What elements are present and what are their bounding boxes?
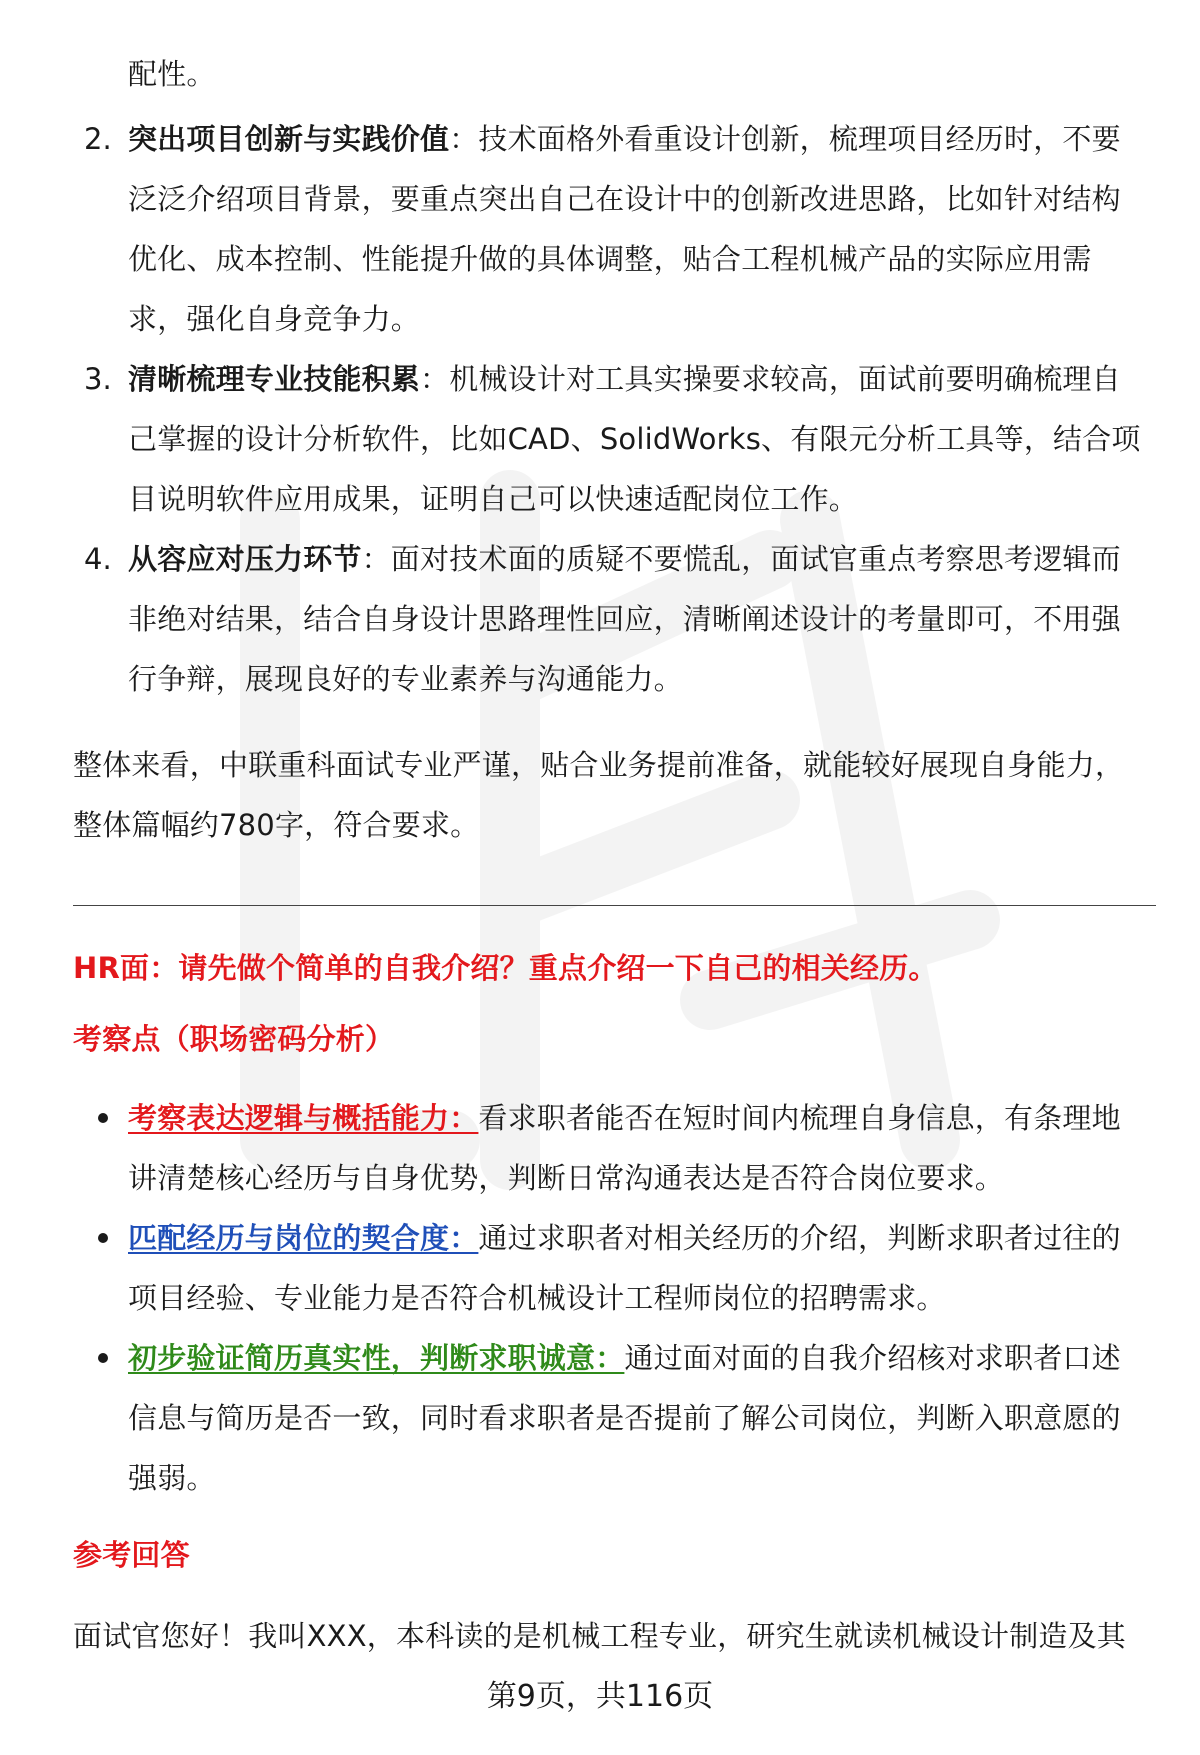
bullet-text: 项目经验、专业能力是否符合机械设计工程师岗位的招聘需求。 <box>128 1281 946 1315</box>
list-item-title: 从容应对压力环节 <box>128 542 362 576</box>
summary-text: 整体来看，中联重科面试专业严谨，贴合业务提前准备，就能较好展现自身能力， <box>73 748 1125 782</box>
bullet-dot <box>98 1353 108 1363</box>
list-item-text: 泛泛介绍项目背景，要重点突出自己在设计中的创新改进思路，比如针对结构 <box>128 182 1121 216</box>
bullet-text: 讲清楚核心经历与自身优势，判断日常沟通表达是否符合岗位要求。 <box>128 1161 1005 1195</box>
answer-heading: 参考回答 <box>73 1538 190 1572</box>
list-item-text: 优化、成本控制、性能提升做的具体调整，贴合工程机械产品的实际应用需 <box>128 242 1092 276</box>
continued-text: 配性。 <box>128 57 216 91</box>
list-item-text: ：机械设计对工具实操要求较高，面试前要明确梳理自 <box>420 362 1121 396</box>
list-item-text: 目说明软件应用成果，证明自己可以快速适配岗位工作。 <box>128 482 859 516</box>
list-item-text: 行争辩，展现良好的专业素养与沟通能力。 <box>128 662 683 696</box>
list-number: 2. <box>84 122 112 156</box>
bullet-text: 通过求职者对相关经历的介绍，判断求职者过往的 <box>478 1221 1121 1255</box>
page-number: 第9页，共116页 <box>486 1679 714 1714</box>
list-item <box>128 119 1121 159</box>
list-item <box>128 539 1121 579</box>
analysis-heading: 考察点（职场密码分析） <box>73 1022 395 1056</box>
bullet-item <box>128 1218 1121 1258</box>
list-item-title: 清晰梳理专业技能积累 <box>128 362 421 396</box>
question-heading: HR面：请先做个简单的自我介绍？重点介绍一下自己的相关经历。 <box>73 951 938 985</box>
bullet-title: 初步验证简历真实性，判断求职诚意： <box>128 1341 625 1375</box>
list-item <box>128 359 1121 399</box>
bullet-dot <box>98 1113 108 1123</box>
list-number: 4. <box>84 542 112 576</box>
bullet-title: 匹配经历与岗位的契合度： <box>128 1221 479 1255</box>
summary-text: 整体篇幅约780字，符合要求。 <box>73 808 480 842</box>
list-item-text: ：技术面格外看重设计创新，梳理项目经历时，不要 <box>449 122 1121 156</box>
list-item-text: 求，强化自身竞争力。 <box>128 302 421 336</box>
bullet-text: 信息与简历是否一致，同时看求职者是否提前了解公司岗位，判断入职意愿的 <box>128 1401 1121 1435</box>
bullet-item <box>128 1098 1121 1138</box>
section-divider <box>73 905 1156 906</box>
bullet-title: 考察表达逻辑与概括能力： <box>128 1101 479 1135</box>
bullet-text: 通过面对面的自我介绍核对求职者口述 <box>624 1341 1121 1375</box>
answer-text: 面试官您好！我叫XXX，本科读的是机械工程专业，研究生就读机械设计制造及其 <box>73 1619 1127 1653</box>
bullet-text: 强弱。 <box>128 1461 216 1495</box>
list-item-text: ：面对技术面的质疑不要慌乱，面试官重点考察思考逻辑而 <box>361 542 1121 576</box>
bullet-dot <box>98 1233 108 1243</box>
list-item-text: 己掌握的设计分析软件，比如CAD、SolidWorks、有限元分析工具等，结合项 <box>128 422 1141 456</box>
list-item-text: 非绝对结果，结合自身设计思路理性回应，清晰阐述设计的考量即可，不用强 <box>128 602 1121 636</box>
bullet-text: 看求职者能否在短时间内梳理自身信息，有条理地 <box>478 1101 1121 1135</box>
list-item-title: 突出项目创新与实践价值 <box>128 122 450 156</box>
bullet-item <box>128 1338 1121 1378</box>
list-number: 3. <box>84 362 112 396</box>
